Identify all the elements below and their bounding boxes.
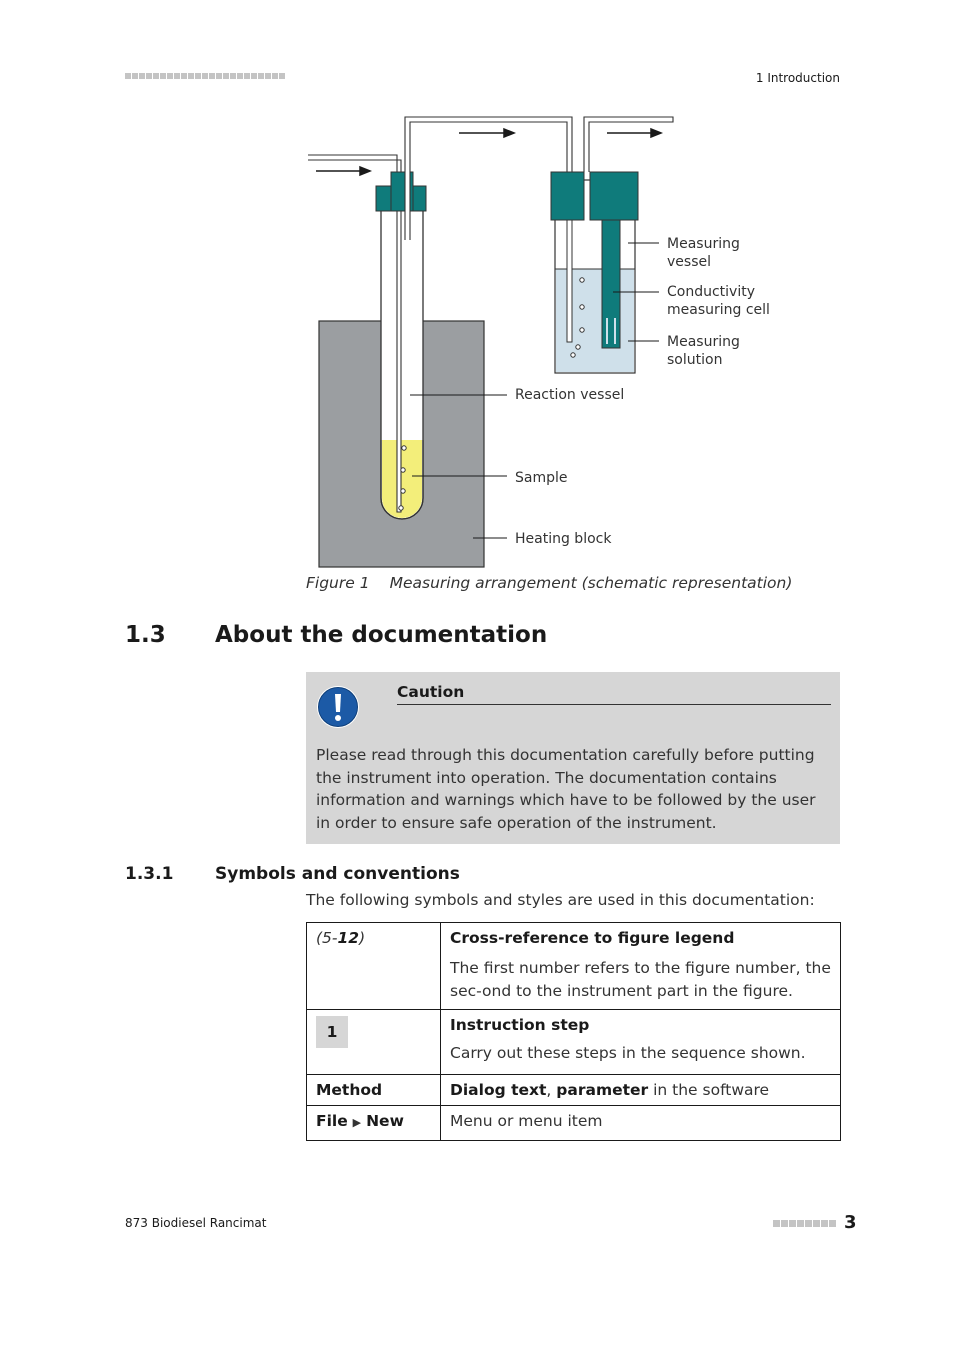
label-measuring-vessel-1: Measuring [667, 236, 740, 252]
table-cell-description: Menu or menu item [441, 1106, 841, 1141]
row-description: The first number refers to the figure number, the sec-ond to the instrument part in the figure. [450, 959, 831, 1000]
table-cell-description [441, 1010, 841, 1075]
conventions-table [306, 922, 841, 1141]
table-row [307, 1010, 841, 1075]
table-cell-symbol [307, 1010, 441, 1075]
table-cell-description [441, 923, 841, 1010]
table-cell-symbol: (5-12) [307, 923, 441, 1010]
table-cell-description: Dialog text, parameter in the software [441, 1075, 841, 1106]
header-chapter: 1 Introduction [755, 71, 840, 85]
outlet-tube [584, 117, 673, 172]
caution-body: Please read through this documentation carefully before putting the instrument into operation. The documentation contains information and warnings which have to be followed by the user in order to ensure safe operation of the instrument. [316, 746, 816, 832]
conductivity-cell [602, 218, 620, 348]
figure-caption [306, 574, 792, 592]
subsection-heading [125, 864, 460, 884]
table-cell-symbol: File ▶ New [307, 1106, 441, 1141]
table-row [307, 923, 841, 1010]
row-title: Instruction step [450, 1016, 590, 1034]
table-cell-symbol: Method [307, 1075, 441, 1106]
caution-title: Caution [397, 683, 465, 701]
label-measuring-vessel-2: vessel [667, 254, 711, 270]
flow-arrows [316, 129, 661, 175]
label-measuring-solution-2: solution [667, 352, 723, 368]
figure-caption-number: Figure 1 [306, 574, 370, 592]
header-decoration [125, 73, 285, 79]
figure-caption-text: Measuring arrangement (schematic representation) [389, 574, 793, 592]
label-heating-block: Heating block [515, 531, 612, 547]
label-sample: Sample [515, 470, 568, 486]
connecting-tube [405, 117, 572, 342]
label-conductivity-2: measuring cell [667, 302, 770, 318]
subsection-title: Symbols and conventions [215, 864, 460, 884]
section-title: About the documentation [215, 622, 548, 648]
table-row [307, 1075, 841, 1106]
subsection-number: 1.3.1 [125, 864, 174, 884]
page-number: 3 [844, 1212, 857, 1233]
footer-decoration [773, 1220, 836, 1227]
intro-text: The following symbols and styles are used in this documentation: [306, 891, 815, 909]
menu-arrow-icon: ▶ [352, 1116, 362, 1129]
measuring-vessel-cap-right [590, 172, 638, 220]
section-heading [125, 622, 547, 648]
label-measuring-solution-1: Measuring [667, 334, 740, 350]
row-description: Carry out these steps in the sequence shown. [450, 1044, 806, 1062]
caution-box [306, 672, 840, 844]
table-row [307, 1106, 841, 1141]
measuring-vessel-cap-left [551, 172, 584, 220]
label-reaction-vessel: Reaction vessel [515, 387, 625, 403]
caution-divider [397, 704, 831, 705]
label-conductivity-1: Conductivity [667, 284, 755, 300]
exclamation-icon [316, 685, 360, 729]
section-number: 1.3 [125, 622, 166, 648]
reaction-vessel-stopper-left [376, 186, 391, 211]
row-title: Cross-reference to figure legend [450, 929, 735, 947]
measuring-arrangement-figure [300, 110, 780, 572]
footer-product: 873 Biodiesel Rancimat [125, 1216, 267, 1230]
instruction-step-box: 1 [316, 1016, 348, 1048]
